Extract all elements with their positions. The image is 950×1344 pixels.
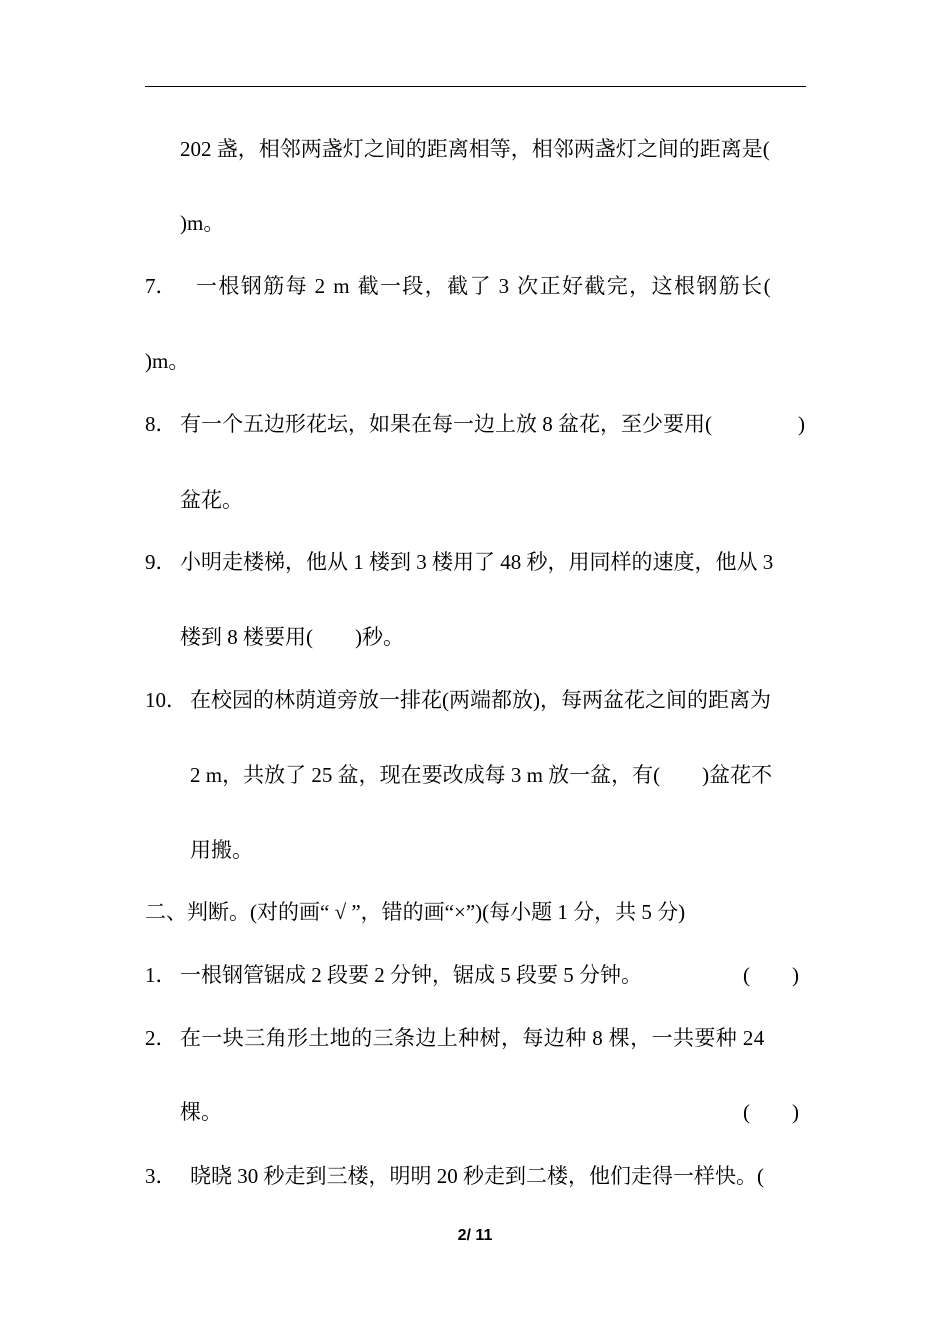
q10-text: 在校园的林荫道旁放一排花(两端都放)，每两盆花之间的距离为 [190, 688, 771, 712]
j1-number: 1． [145, 963, 177, 987]
j2-answer-blank: ( ) [743, 1100, 799, 1124]
section-2-heading: 二、判断。(对的画“ √ ”，错的画“×”)(每小题 1 分，共 5 分) [145, 900, 686, 924]
q7-number: 7． [145, 274, 177, 298]
q10-continuation-line-1: 2 m，共放了 25 盆，现在要改成每 3 m 放一盆，有( )盆花不 [190, 763, 773, 787]
j2-continuation: 棵。 [180, 1100, 222, 1124]
q10-number: 10． [145, 688, 187, 712]
q9-text: 小明走楼梯，他从 1 楼到 3 楼用了 48 秒，用同样的速度，他从 3 [180, 550, 774, 574]
j1-answer-blank: ( ) [743, 963, 799, 987]
q6-continuation-line-2: )m。 [180, 211, 225, 235]
q6-continuation-line-1: 202 盏，相邻两盏灯之间的距离相等，相邻两盏灯之间的距离是( [180, 137, 770, 161]
j1-text: 一根钢管锯成 2 段要 2 分钟，锯成 5 段要 5 分钟。 [180, 963, 642, 987]
j2-text: 在一块三角形土地的三条边上种树，每边种 8 棵，一共要种 24 [180, 1026, 765, 1050]
q7-continuation: )m。 [145, 349, 190, 373]
header-rule [145, 86, 806, 87]
q9-continuation: 楼到 8 楼要用( )秒。 [180, 625, 404, 649]
j2-number: 2． [145, 1026, 177, 1050]
q8-number: 8． [145, 412, 177, 436]
q7-text: 一根钢筋每 2 m 截一段，截了 3 次正好截完，这根钢筋长( [196, 274, 772, 298]
q9-number: 9． [145, 550, 177, 574]
q8-closing-paren: ) [798, 412, 805, 436]
j3-number: 3． [145, 1164, 177, 1188]
j3-text: 晓晓 30 秒走到三楼，明明 20 秒走到二楼，他们走得一样快。( [190, 1164, 764, 1188]
page-number: 2/ 11 [457, 1227, 493, 1244]
q8-text: 有一个五边形花坛，如果在每一边上放 8 盆花，至少要用( [180, 412, 712, 436]
q8-continuation: 盆花。 [180, 488, 243, 512]
q10-continuation-line-2: 用搬。 [190, 838, 253, 862]
